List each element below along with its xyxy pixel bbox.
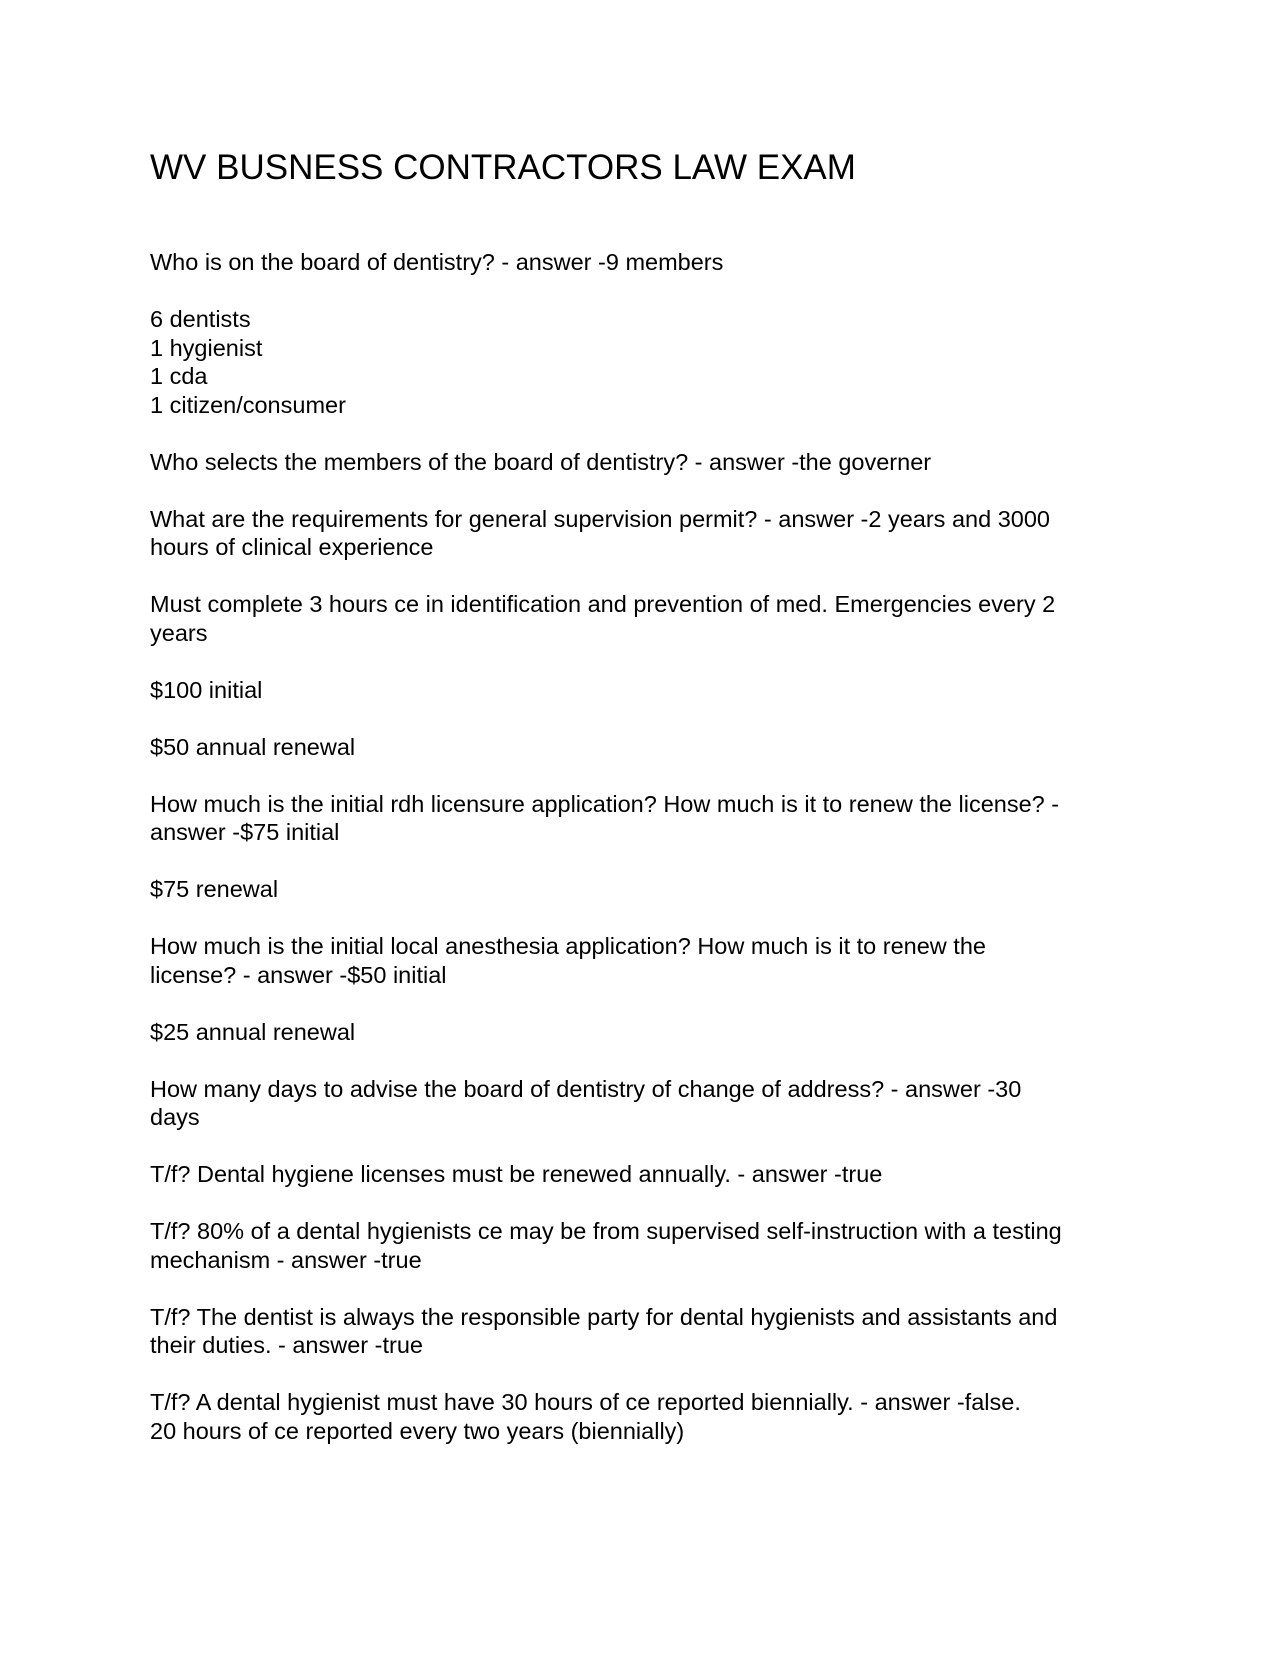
paragraph-board-members-question: Who is on the board of dentistry? - answer -9 members xyxy=(150,249,724,275)
paragraph-self-instruction-tf: T/f? 80% of a dental hygienists ce may be from supervised self-instruction with a testing mechanism - answer -true xyxy=(150,1218,1062,1273)
paragraph-annual-renewal-fee: $50 annual renewal xyxy=(150,733,356,760)
paragraph-ce-requirement: Must complete 3 hours ce in identification and prevention of med. Emergencies every 2 years xyxy=(150,591,1056,646)
paragraph-rdh-renewal-fee: $75 renewal xyxy=(150,876,279,902)
paragraph-dentist-responsibility-tf: T/f? The dentist is always the responsible party for dental hygienists and assistants and their duties. - answer -true xyxy=(150,1303,1058,1358)
paragraph-anesthesia-renewal-fee: $25 annual renewal xyxy=(150,1018,356,1045)
paragraph-board-composition: 6 dentists 1 hygienist 1 cda 1 citizen/consumer xyxy=(150,306,346,418)
paragraph-address-change-question: How many days to advise the board of dentistry of change of address? - answer -30 days xyxy=(150,1075,1022,1130)
paragraph-ce-hours-tf: T/f? A dental hygienist must have 30 hours of ce reported biennially. - answer -false. 20 hours of ce reported every two years (biennially) xyxy=(150,1389,1021,1444)
paragraph-board-selection-question: Who selects the members of the board of dentistry? - answer -the governer xyxy=(150,448,932,475)
paragraph-anesthesia-question: How much is the initial local anesthesia application? How much is it to renew the license? - answer -$50 initial xyxy=(150,933,986,988)
qa-list xyxy=(150,248,1130,1474)
paragraph-initial-fee: $100 initial xyxy=(150,676,263,703)
document-page xyxy=(150,148,1130,1444)
document-title: WV BUSNESS CONTRACTORS LAW EXAM xyxy=(150,148,856,187)
paragraph-supervision-permit-question: What are the requirements for general supervision permit? - answer -2 years and 3000 hours of clinical experience xyxy=(150,505,1050,560)
paragraph-license-renewal-tf: T/f? Dental hygiene licenses must be renewed annually. - answer -true xyxy=(150,1161,883,1187)
paragraph-rdh-licensure-question: How much is the initial rdh licensure application? How much is it to renew the license? - answer -$75 initial xyxy=(150,790,1060,845)
